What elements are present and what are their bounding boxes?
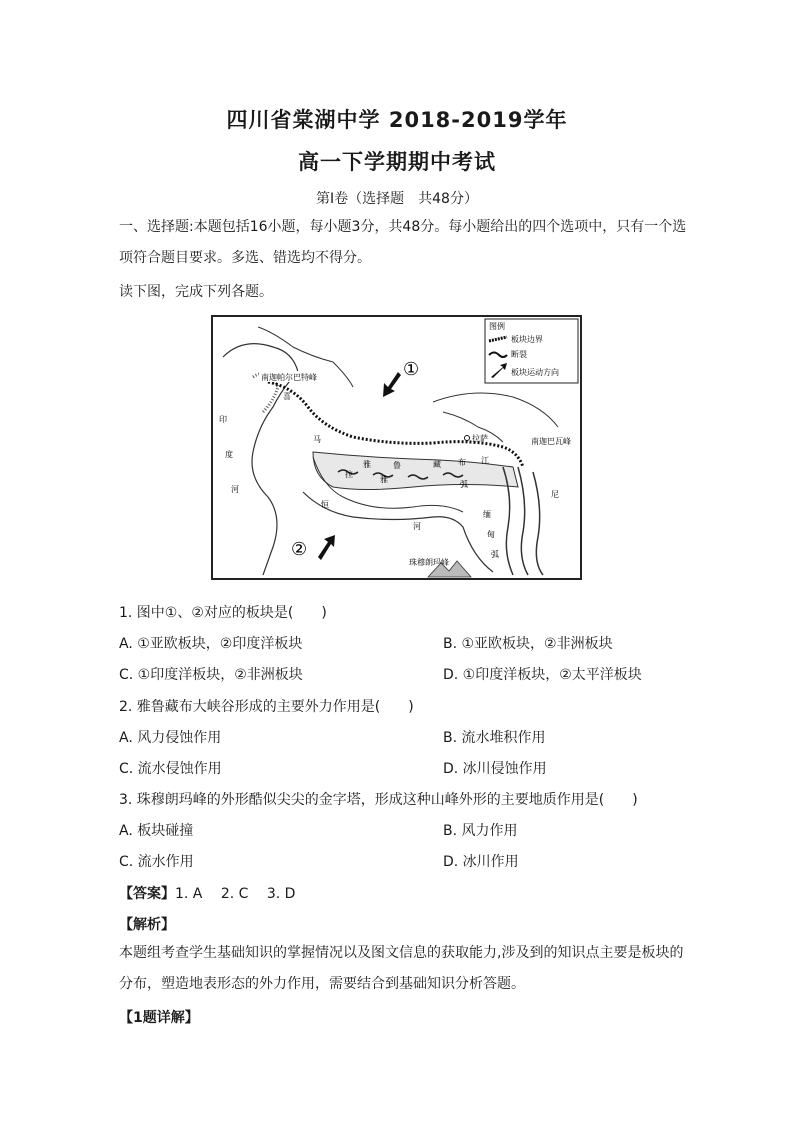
answer-label: 【答案】 [119, 886, 175, 902]
document-title-line2: 高一下学期期中考试 [298, 150, 496, 174]
question-1-stem: 1. 图中①、②对应的板块是( ) [119, 605, 327, 621]
label-peak-west: 南迦帕尔巴特峰 [261, 373, 317, 382]
label-river-yarlung-5: 江 [481, 456, 489, 465]
label-east-1: 尼 [551, 490, 559, 499]
label-burma-1: 缅 [483, 510, 491, 519]
section-heading: 第Ⅰ卷（选择题 共48分） [316, 191, 478, 207]
question-2-stem: 2. 雅鲁藏布大峡谷形成的主要外力作用是( ) [119, 699, 414, 715]
label-indus-2: 度 [225, 450, 233, 459]
analysis-text: 本题组考查学生基础知识的掌握情况以及图文信息的获取能力,涉及到的知识点主要是板块的分布，塑造地表形态的外力作用，需要结合到基础知识分析答题。 [119, 945, 684, 992]
label-burma-3: 弧 [491, 550, 499, 559]
label-indus-1: 印 [219, 415, 227, 424]
label-indus-3: 河 [231, 485, 239, 494]
arrow-plate-2 [318, 535, 335, 560]
instructions-text: 一、选择题:本题包括16小题，每小题3分，共48分。每小题给出的四个选项中，只有一个选项符合题目要求。多选、错选均不得分。 [119, 219, 687, 266]
terrain-northeast [433, 393, 558, 427]
label-ganges-1: 恒 [321, 500, 329, 509]
label-arc-5: 弧 [460, 480, 468, 489]
question-1-detail-label: 【1题详解】 [119, 1010, 199, 1026]
question-2-option-c[interactable]: C. 流水侵蚀作用 [119, 761, 222, 777]
label-river-yarlung-3: 藏 [433, 460, 441, 469]
question-3-option-c[interactable]: C. 流水作用 [119, 854, 194, 870]
label-ganges-2: 河 [413, 522, 421, 531]
question-2-option-b[interactable]: B. 流水堆积作用 [443, 730, 546, 746]
label-river-yarlung-1: 雅 [363, 460, 371, 469]
label-everest: 珠穆朗玛峰 [409, 558, 449, 567]
document-title-line1: 四川省棠湖中学 2018-2019学年 [226, 108, 568, 132]
label-city-lhasa: 拉萨 [472, 434, 488, 443]
legend-item-fault: 断裂 [511, 350, 527, 359]
question-1-option-b[interactable]: B. ①亚欧板块，②非洲板块 [443, 636, 613, 652]
question-3-option-b[interactable]: B. 风力作用 [443, 823, 518, 839]
plate-boundary-line [268, 382, 523, 467]
question-3-stem: 3. 珠穆朗玛峰的外形酷似尖尖的金字塔，形成这种山峰外形的主要地质作用是( ) [119, 792, 638, 808]
question-2-option-a[interactable]: A. 风力侵蚀作用 [119, 730, 222, 746]
instructions-intro: 读下图，完成下列各题。 [119, 284, 273, 300]
answer-row [119, 883, 295, 903]
question-3-option-d[interactable]: D. 冰川作用 [443, 854, 519, 870]
label-arc-2: 马 [313, 435, 321, 444]
label-arc-4: 雅 [380, 475, 388, 484]
plate-map-figure [211, 315, 582, 580]
question-1-option-c[interactable]: C. ①印度洋板块，②非洲板块 [119, 667, 303, 683]
answer-text: 1. A 2. C 3. D [175, 886, 296, 902]
question-1-option-d[interactable]: D. ①印度洋板块，②太平洋板块 [443, 667, 642, 683]
marker-2: ② [291, 539, 308, 560]
marker-1: ① [403, 359, 420, 380]
legend-title: 图例 [489, 322, 505, 331]
label-river-yarlung-2: 鲁 [393, 461, 401, 470]
city-marker-lhasa [465, 436, 470, 441]
legend-item-boundary: 板块边界 [511, 335, 543, 344]
question-2-option-d[interactable]: D. 冰川侵蚀作用 [443, 761, 547, 777]
label-arc-3: 拉 [345, 470, 353, 479]
question-1-option-a[interactable]: A. ①亚欧板块，②印度洋板块 [119, 636, 303, 652]
question-3-option-a[interactable]: A. 板块碰撞 [119, 823, 194, 839]
label-river-yarlung-4: 布 [458, 458, 466, 467]
analysis-label: 【解析】 [119, 917, 175, 933]
southern-coast [303, 492, 493, 572]
arrow-plate-1 [383, 372, 401, 397]
legend-item-direction: 板块运动方向 [511, 368, 559, 377]
label-peak-east: 南迦巴瓦峰 [531, 437, 571, 446]
label-burma-2: 甸 [487, 530, 495, 539]
label-arc-1: 喜 [283, 392, 291, 401]
